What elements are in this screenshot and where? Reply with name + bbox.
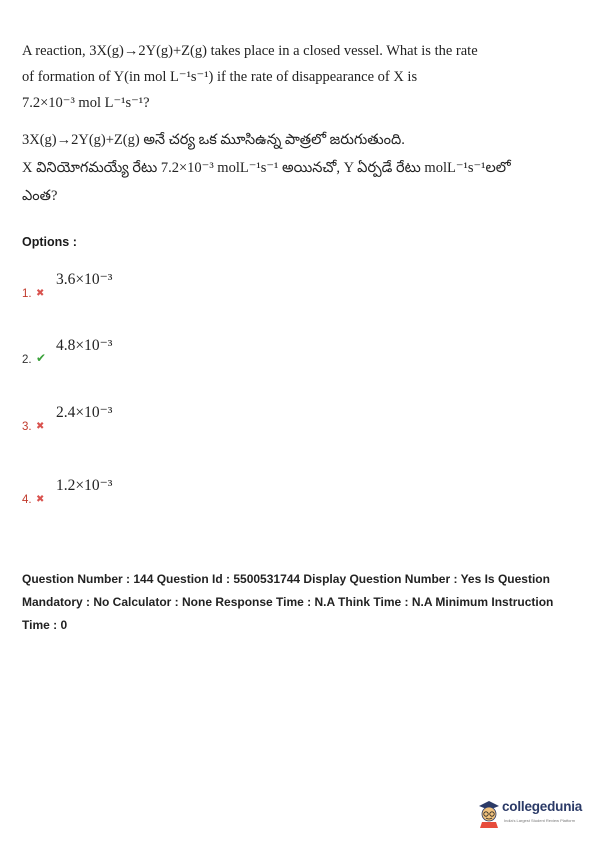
question-telugu bbox=[22, 126, 582, 210]
option-value: 2.4×10⁻³ bbox=[56, 404, 113, 421]
question-line: of formation of Y(in mol L⁻¹s⁻¹) if the rate of disappearance of X is bbox=[22, 69, 418, 85]
option-value: 4.8×10⁻³ bbox=[56, 337, 113, 354]
logo-text: collegedunia bbox=[502, 799, 583, 814]
logo-tagline: India's Largest Student Review Platform bbox=[504, 818, 576, 823]
option-4[interactable] bbox=[22, 476, 322, 506]
cross-icon: ✖ bbox=[36, 494, 45, 505]
option-number: 2. bbox=[22, 354, 32, 366]
question-line: 3X(g)→2Y(g)+Z(g) అనే చర్య ఒక మూసిఉన్న పాత్రలో జరుగుతుంది. bbox=[22, 132, 405, 148]
check-icon: ✔ bbox=[36, 351, 47, 365]
option-1[interactable] bbox=[22, 270, 322, 300]
cross-icon: ✖ bbox=[36, 288, 45, 299]
option-3[interactable] bbox=[22, 403, 322, 433]
collegedunia-logo bbox=[476, 796, 588, 832]
cross-icon: ✖ bbox=[36, 421, 45, 432]
question-metadata: Question Number : 144 Question Id : 5500531744 Display Question Number : Yes Is Question Mandatory : No Calculator : None Response Time : N.A Think Time : N.A Minimum Instruction Time : 0 bbox=[22, 572, 554, 632]
options-label: Options : bbox=[22, 235, 77, 249]
option-value: 3.6×10⁻³ bbox=[56, 271, 113, 288]
question-line: ఎంత? bbox=[22, 188, 58, 204]
option-number: 1. bbox=[22, 288, 32, 300]
question-line: 7.2×10⁻³ mol L⁻¹s⁻¹? bbox=[22, 95, 150, 111]
question-english bbox=[22, 38, 582, 116]
mascot-icon bbox=[476, 798, 502, 828]
question-line: A reaction, 3X(g)→2Y(g)+Z(g) takes place in a closed vessel. What is the rate bbox=[22, 43, 478, 59]
option-2[interactable] bbox=[22, 336, 322, 366]
option-value: 1.2×10⁻³ bbox=[56, 477, 113, 494]
option-number: 3. bbox=[22, 421, 32, 433]
option-number: 4. bbox=[22, 494, 32, 506]
question-line: X వినియోగమయ్యే రేటు 7.2×10⁻³ molL⁻¹s⁻¹ అయినచో, Y ఏర్పడే రేటు molL⁻¹s⁻¹లలో bbox=[22, 160, 511, 176]
